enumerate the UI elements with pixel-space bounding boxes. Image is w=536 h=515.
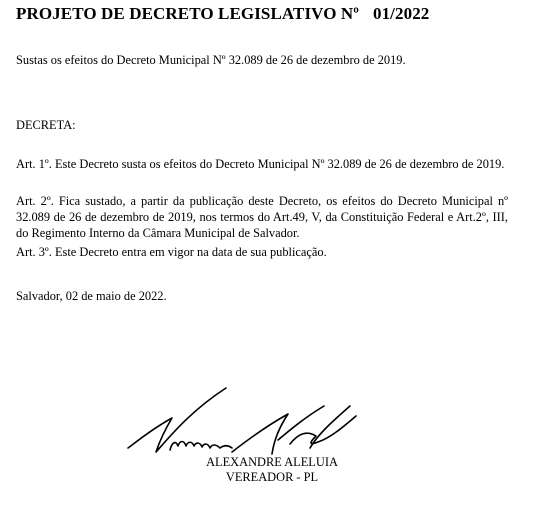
signer-role: VEREADOR - PL xyxy=(225,470,319,484)
decreta-heading: DECRETA: xyxy=(16,118,76,132)
handwritten-signature xyxy=(120,384,360,464)
place-date: Salvador, 02 de maio de 2022. xyxy=(16,289,167,303)
article-1: Art. 1º. Este Decreto susta os efeitos do Decreto Municipal Nº 32.089 de 26 de dezembro de 2019. xyxy=(16,157,505,171)
article-2: Art. 2º. Fica sustado, a partir da publicação deste Decreto, os efeitos do Decreto Municipal nº 32.089 de 26 de dezembro de 2019, nos termos do Art.49, V, da Constituição Federal e Art.2º, III, do Regimento Interno da Câmara Municipal de Salvador. xyxy=(16,194,508,240)
ementa: Sustas os efeitos do Decreto Municipal Nº 32.089 de 26 de dezembro de 2019. xyxy=(16,53,406,67)
title-text: PROJETO DE DECRETO LEGISLATIVO Nº xyxy=(16,4,359,23)
document-title xyxy=(16,4,429,24)
document-number: 01/2022 xyxy=(372,4,430,23)
signer-name: ALEXANDRE ALELUIA xyxy=(206,455,338,469)
article-3: Art. 3º. Este Decreto entra em vigor na data de sua publicação. xyxy=(16,245,327,259)
